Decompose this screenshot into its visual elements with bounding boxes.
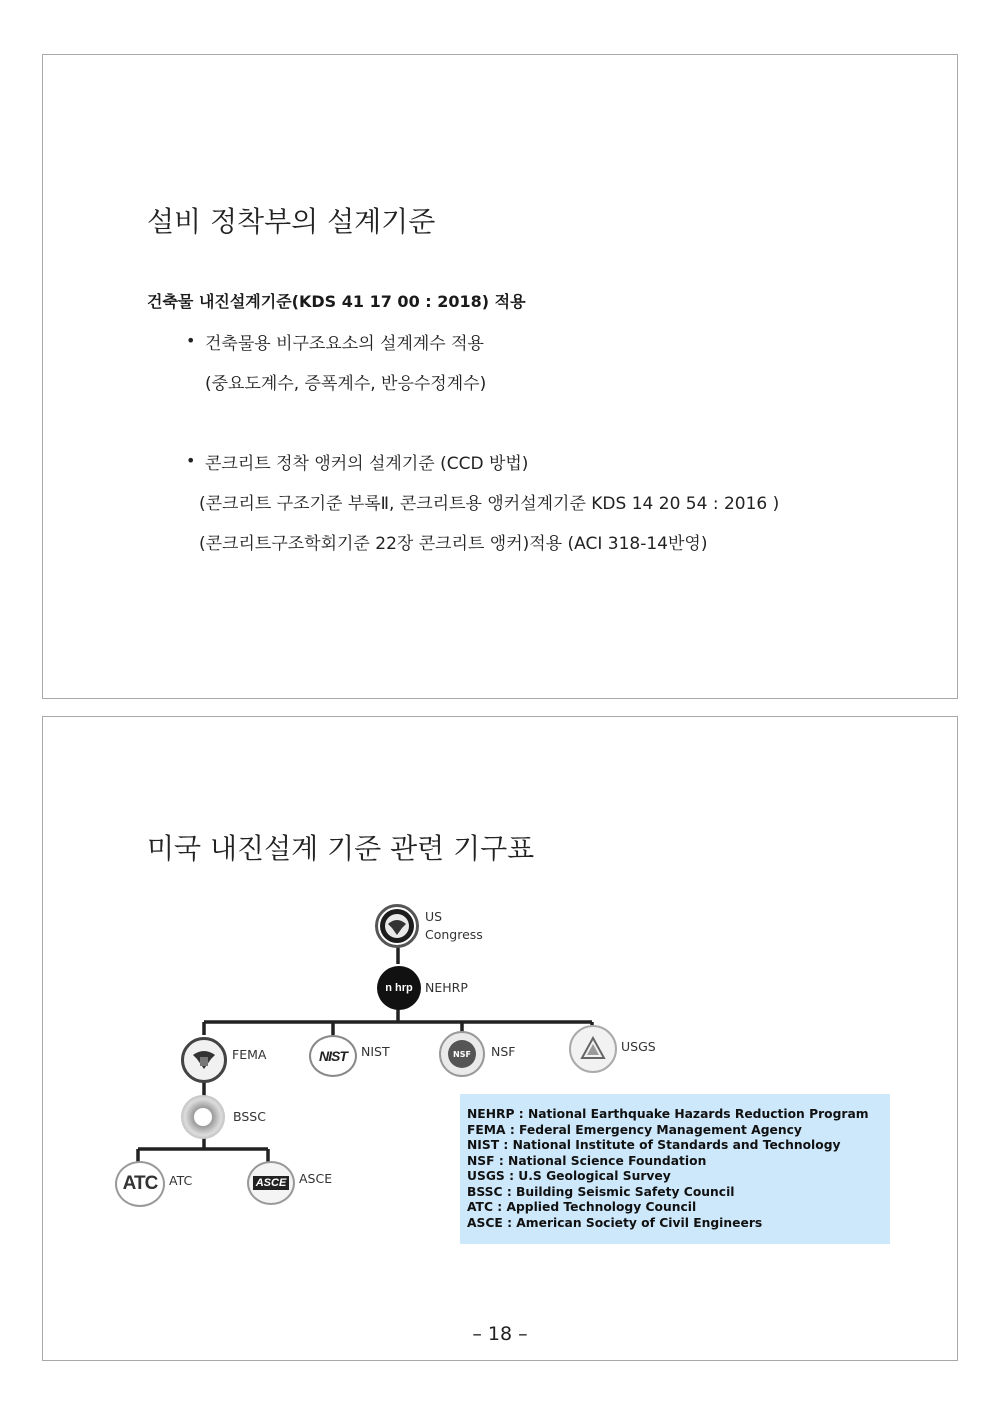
legend-item: NIST : National Institute of Standards and Technology xyxy=(467,1138,841,1152)
standard-subheading: 건축물 내진설계기준(KDS 41 17 00 : 2018) 적용 xyxy=(147,292,526,311)
legend-item: NEHRP : National Earthquake Hazards Reduction Program xyxy=(467,1107,869,1121)
page-number: – 18 – xyxy=(472,1323,528,1345)
usgs-label: USGS xyxy=(621,1039,656,1054)
bullet-text-continued: (콘크리트 구조기준 부록Ⅱ, 콘크리트용 앵커설계기준 KDS 14 20 54 : 2016 ) xyxy=(199,494,780,514)
slide-us-org-chart xyxy=(42,716,958,1361)
usgs-seal-icon xyxy=(569,1025,617,1073)
slide-title: 미국 내진설계 기준 관련 기구표 xyxy=(147,832,535,865)
nist-logo-icon xyxy=(309,1035,357,1077)
nsf-seal-icon xyxy=(439,1031,485,1077)
bssc-logo-icon xyxy=(181,1095,225,1139)
bullet-text-continued: (중요도계수, 증폭계수, 반응수정계수) xyxy=(205,374,487,394)
acronym-legend xyxy=(460,1094,890,1244)
us-congress-seal-icon xyxy=(375,904,419,948)
asce-label: ASCE xyxy=(299,1171,333,1186)
nsf-logo-text: NSF xyxy=(453,1049,471,1059)
bullet-text: 콘크리트 정착 앵커의 설계기준 (CCD 방법) xyxy=(205,454,529,474)
bullet-text: 건축물용 비구조요소의 설계계수 적용 xyxy=(205,334,484,354)
atc-logo-icon xyxy=(115,1161,165,1207)
legend-item: FEMA : Federal Emergency Management Agency xyxy=(467,1122,802,1137)
asce-logo-icon xyxy=(247,1161,295,1205)
nehrp-logo-text: n hrp xyxy=(385,982,413,994)
slide-equipment-anchorage xyxy=(42,54,958,699)
fema-label: FEMA xyxy=(232,1047,267,1062)
legend-item: NSF : National Science Foundation xyxy=(467,1153,707,1168)
nehrp-logo-icon xyxy=(377,966,421,1010)
asce-logo-text: ASCE xyxy=(253,1176,290,1190)
us-congress-label-line2: Congress xyxy=(425,927,483,942)
bullet-marker: • xyxy=(186,451,196,470)
org-chart-connectors xyxy=(43,717,957,1360)
atc-logo-text: ATC xyxy=(122,1173,158,1194)
nist-label: NIST xyxy=(361,1044,390,1059)
bssc-label: BSSC xyxy=(233,1109,266,1124)
nist-logo-text: NIST xyxy=(319,1048,347,1064)
legend-item: ATC : Applied Technology Council xyxy=(467,1200,697,1214)
legend-item: USGS : U.S Geological Survey xyxy=(467,1169,671,1183)
nehrp-label: NEHRP xyxy=(425,980,468,995)
bullet-text-continued: (콘크리트구조학회기준 22장 콘크리트 앵커)적용 (ACI 318-14반영) xyxy=(199,534,708,554)
slide-title: 설비 정착부의 설계기준 xyxy=(147,205,436,238)
legend-item: BSSC : Building Seismic Safety Council xyxy=(467,1184,735,1199)
bullet-marker: • xyxy=(186,331,196,350)
atc-label: ATC xyxy=(169,1173,193,1188)
legend-item: ASCE : American Society of Civil Engineers xyxy=(467,1215,763,1230)
fema-seal-icon xyxy=(181,1037,227,1083)
us-congress-label-line1: US xyxy=(425,909,443,924)
nsf-label: NSF xyxy=(491,1044,516,1059)
